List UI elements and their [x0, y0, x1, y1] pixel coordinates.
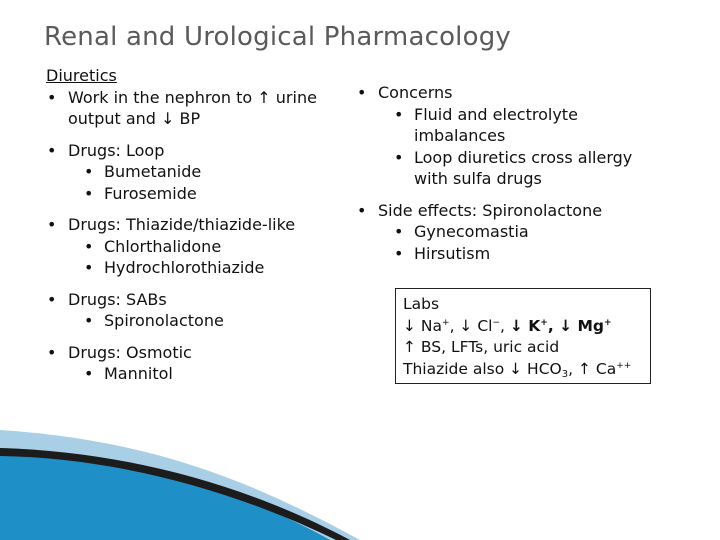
side-effects-bullet [356, 200, 686, 222]
side-effect-name: Gynecomastia [414, 222, 529, 241]
drug-name: Spironolactone [104, 311, 224, 330]
osmotic-bullet [46, 342, 346, 364]
side-effect-item [356, 221, 686, 243]
bullet-marker: • [84, 183, 94, 203]
labs-k-charge: + [540, 317, 548, 328]
drug-item [46, 363, 346, 385]
labs-heading: Labs [403, 295, 440, 313]
right-column [356, 82, 686, 264]
labs-cl-charge: − [492, 317, 501, 328]
bullet-marker: • [47, 140, 57, 160]
mechanism-line-1: Work in the nephron to ↑ urine [68, 87, 317, 107]
bullet-marker: • [84, 364, 94, 383]
bullet-marker: • [47, 289, 57, 309]
labs-k: ↓ K [509, 316, 541, 335]
bullet-marker: • [47, 87, 57, 107]
drug-name: Chlorthalidone [104, 236, 222, 256]
sabs-bullet [46, 289, 346, 311]
drug-item [46, 257, 346, 279]
labs-cl: , ↓ Cl [449, 316, 493, 335]
thiazide-label: Drugs: Thiazide/thiazide-like [68, 215, 296, 234]
loop-label: Drugs: Loop [68, 140, 165, 160]
bullet-marker: • [84, 236, 94, 256]
bullet-marker: • [47, 215, 57, 234]
bullet-marker: • [84, 311, 94, 330]
left-column [46, 65, 346, 385]
concern-line-1: Loop diuretics cross allergy [414, 147, 633, 167]
bullet-marker: • [47, 342, 57, 362]
concern-item [356, 147, 686, 190]
mechanism-bullet [46, 87, 346, 130]
drug-name: Bumetanide [104, 162, 202, 181]
side-effect-item [356, 243, 686, 265]
drug-name: Hydrochlorothiazide [104, 258, 265, 277]
labs-ca-charge: ++ [616, 360, 632, 371]
concern-line-2: with sulfa drugs [414, 169, 542, 188]
labs-mg-charge: + [604, 317, 612, 328]
bullet-marker: • [394, 104, 404, 124]
concerns-bullet [356, 82, 686, 104]
side-effect-name: Hirsutism [414, 243, 491, 263]
labs-na-charge: + [442, 317, 450, 328]
diuretics-heading: Diuretics [46, 66, 117, 85]
side-effects-label: Side effects: Spironolactone [378, 200, 603, 220]
concerns-label: Concerns [378, 83, 453, 102]
loop-bullet [46, 140, 346, 162]
labs-hco3-subscript: 3 [561, 368, 569, 380]
osmotic-label: Drugs: Osmotic [68, 342, 192, 362]
bullet-marker: • [84, 258, 94, 277]
labs-line-thiazide [403, 359, 650, 381]
labs-thiazide-mid: , ↑ Ca [568, 359, 617, 378]
bullet-marker: • [357, 83, 367, 102]
bullet-marker: • [357, 200, 367, 220]
labs-na: ↓ Na [403, 316, 443, 335]
bullet-marker: • [394, 243, 404, 263]
bullet-marker: • [394, 222, 404, 241]
drug-item [46, 310, 346, 332]
concern-line-2: imbalances [414, 126, 506, 145]
concern-line-1: Fluid and electrolyte [414, 104, 578, 124]
bullet-marker: • [84, 162, 94, 181]
drug-item [46, 161, 346, 183]
drug-item [46, 236, 346, 258]
labs-box [395, 288, 651, 384]
labs-thiazide-pre: Thiazide also ↓ HCO [403, 359, 562, 378]
labs-line-metabolic: ↑ BS, LFTs, uric acid [403, 338, 560, 356]
sabs-label: Drugs: SABs [68, 289, 167, 309]
page-title: Renal and Urological Pharmacology [44, 22, 512, 52]
thiazide-bullet [46, 214, 346, 236]
drug-name: Mannitol [104, 364, 173, 383]
labs-line-electrolytes: ↓ Na+, ↓ Cl−, ↓ K+, ↓ Mg+ [403, 316, 612, 335]
bullet-marker: • [394, 147, 404, 167]
mechanism-line-2: output and ↓ BP [68, 109, 201, 128]
drug-name: Furosemide [104, 183, 197, 203]
labs-mg: , ↓ Mg [547, 316, 605, 335]
drug-item [46, 183, 346, 205]
concern-item [356, 104, 686, 147]
